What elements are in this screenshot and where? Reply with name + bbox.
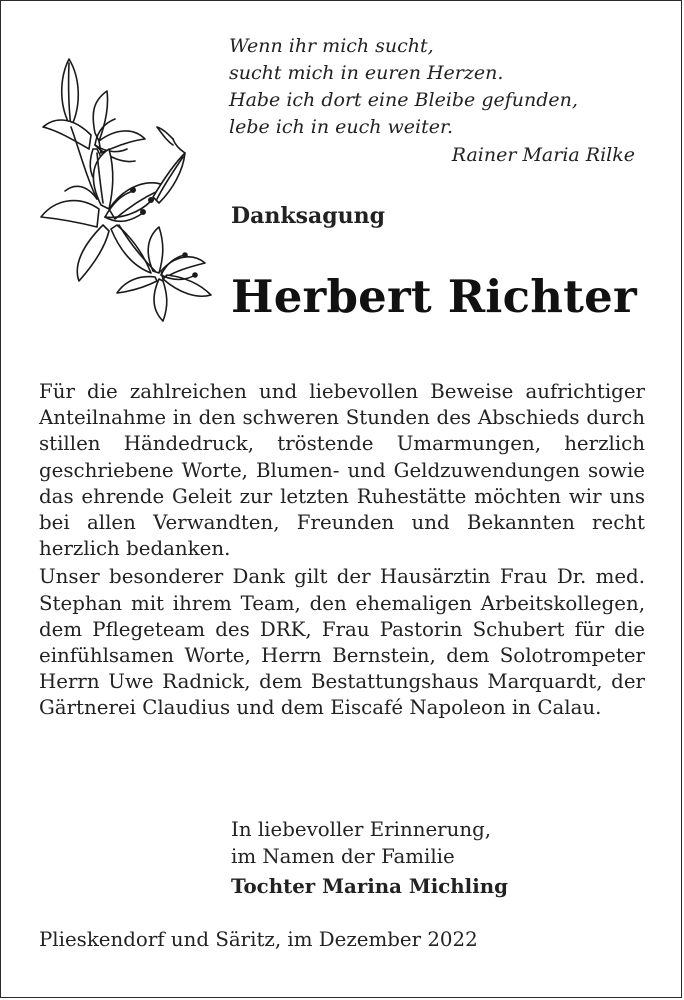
paragraph: Unser besonderer Dank gilt der Hausärztin Frau Dr. med. Stephan mit ihrem Team, den ehemaligen Arbeitskollegen, dem Pflegeteam des DRK, Frau Pastorin Schubert für die einfühlsamen Worte, Herrn Bernstein, dem Solotrompeter Herrn Uwe Radnick, dem Bestattungshaus Marquardt, der Gärtnerei Claudius und dem Eiscafé Napoleon in Calau. (39, 565, 645, 720)
poem (229, 33, 649, 169)
deceased-name: Herbert Richter (231, 270, 637, 323)
signer-name: Tochter Marina Michling (231, 874, 508, 898)
signoff-line: In liebevoller Erinnerung, (231, 818, 492, 841)
place-and-date: Plieskendorf und Säritz, im Dezember 2022 (39, 928, 478, 951)
signoff-line: im Namen der Familie (231, 845, 455, 868)
lily-flower-icon (35, 49, 221, 329)
poem-line: Wenn ihr mich sucht, (229, 35, 434, 57)
heading-danksagung: Danksagung (231, 203, 385, 229)
thank-you-text (39, 379, 645, 724)
poem-line: sucht mich in euren Herzen. (229, 62, 504, 84)
paragraph: Für die zahlreichen und liebevollen Beweise aufrichtiger Anteilnahme in den schweren Stunden des Abschieds durch stillen Händedruck, tröstende Umarmungen, herzlich geschriebene Worte, Blumen- und Geldzuwendungen sowie das ehrende Geleit zur letzten Ruhestätte möchten wir uns bei allen Verwandten, Freunden und Bekannten recht herzlich bedanken. (39, 380, 645, 561)
poem-line: lebe ich in euch weiter. (229, 116, 454, 138)
signoff (231, 816, 508, 900)
poem-author: Rainer Maria Rilke (451, 144, 635, 166)
poem-line: Habe ich dort eine Bleibe gefunden, (229, 89, 578, 111)
